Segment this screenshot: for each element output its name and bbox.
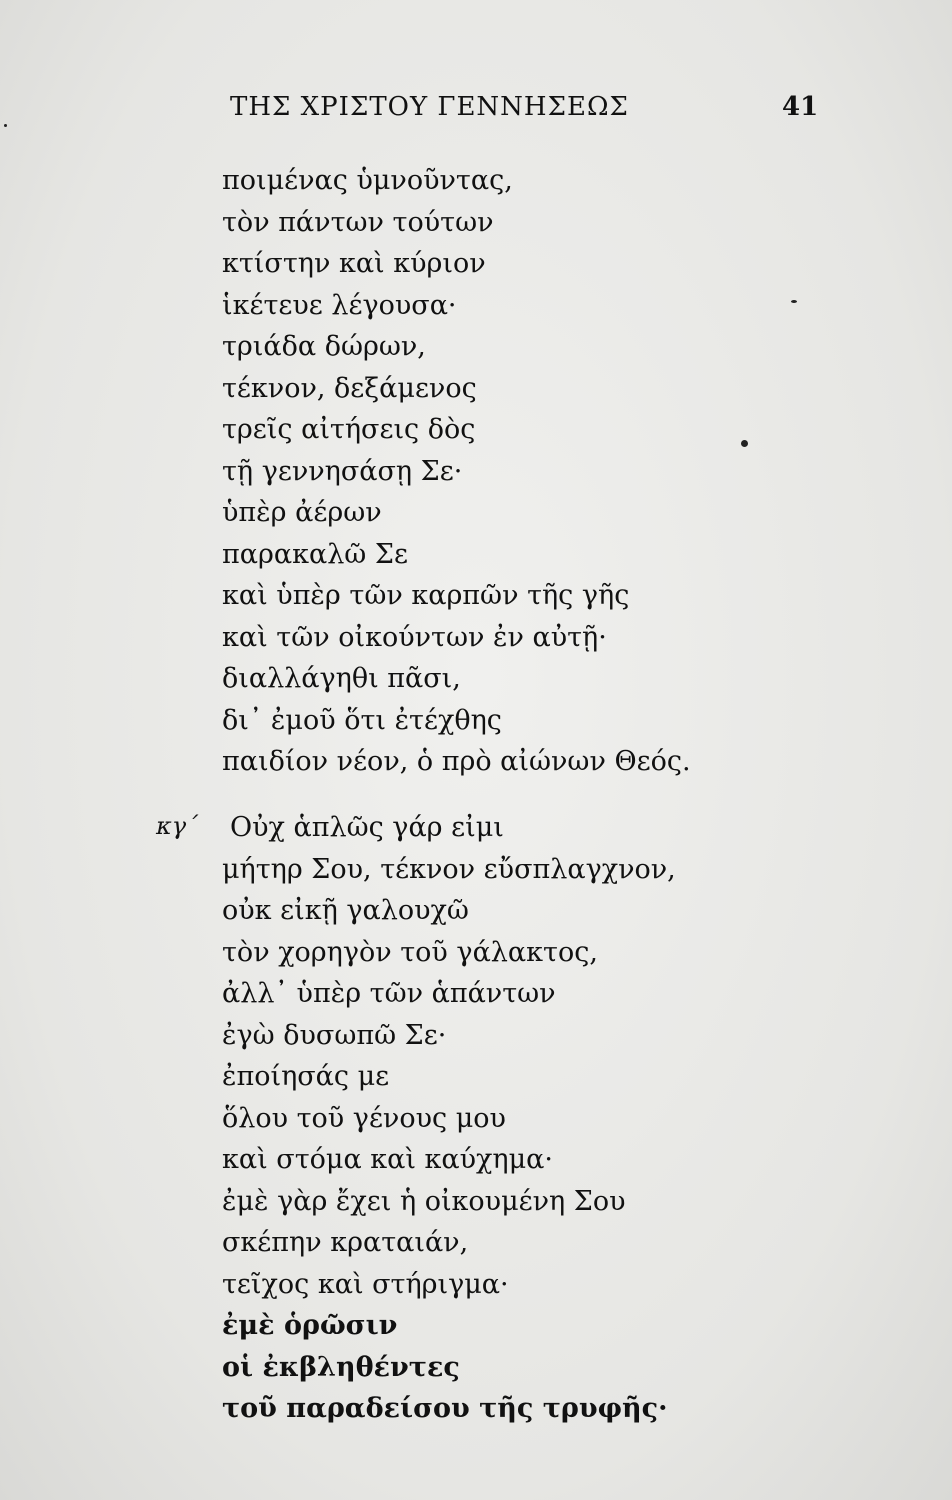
verse-line: τριάδα δώρων, <box>222 331 426 362</box>
verse-line: ἐμὲ γὰρ ἔχει ἡ οἰκουμένη Σου <box>222 1185 626 1217</box>
verse-line: παιδίον νέον, ὁ πρὸ αἰώνων Θεός. <box>222 746 691 777</box>
verse-line: δι᾿ ἐμοῦ ὅτι ἐτέχθης <box>222 704 502 736</box>
stanza-2 <box>222 807 676 1430</box>
verse-line: τέκνον, δεξάμενος <box>222 372 477 404</box>
verse-line: ἱκέτευε λέγουσα· <box>222 289 457 321</box>
verse-line: διαλλάγηθι πᾶσι, <box>222 663 461 694</box>
running-header-title: ΤΗΣ ΧΡΙΣΤΟΥ ΓΕΝΝΗΣΕΩΣ <box>230 92 629 122</box>
verse-line: τὸν πάντων τούτων <box>222 206 494 238</box>
verse-line: οἱ ἐκβληθέντες <box>222 1351 460 1383</box>
verse-line: τοῦ παραδείσου τῆς τρυφῆς· <box>222 1393 668 1424</box>
verse-line: Οὐχ ἁπλῶς γάρ εἰμι <box>230 812 504 843</box>
verse-line: ποιμένας ὑμνοῦντας, <box>222 165 513 196</box>
verse-line: τεῖχος καὶ στήριγμα· <box>222 1268 509 1300</box>
verse-line: παρακαλῶ Σε <box>222 538 408 570</box>
ink-speck <box>4 124 7 127</box>
verse-line: ἀλλ᾿ ὑπὲρ τῶν ἁπάντων <box>222 978 556 1009</box>
verse-line: τρεῖς αἰτήσεις δὸς <box>222 414 476 445</box>
verse-line: τῇ γεννησάσῃ Σε· <box>222 455 463 487</box>
verse-line: ἐμὲ ὁρῶσιν <box>222 1310 398 1341</box>
verse-line: καὶ τῶν οἰκούντων ἐν αὐτῇ· <box>222 621 607 653</box>
ink-speck <box>791 300 797 303</box>
verse-line: σκέπην κραταιάν, <box>222 1227 469 1258</box>
verse-line: καὶ ὑπὲρ τῶν καρπῶν τῆς γῆς <box>222 580 630 611</box>
verse-line: τὸν χορηγὸν τοῦ γάλακτος, <box>222 936 598 968</box>
verse-line: ὑπὲρ ἀέρων <box>222 497 382 528</box>
verse-line: κτίστην καὶ κύριον <box>222 248 486 279</box>
verse-line: μήτηρ Σου, τέκνον εὔσπλαγχνον, <box>222 853 676 885</box>
page-number: 41 <box>782 92 819 122</box>
verse-line: ἐποίησάς με <box>222 1061 390 1092</box>
ink-speck <box>741 440 748 447</box>
verse-line: καὶ στόμα καὶ καύχημα· <box>222 1144 553 1175</box>
verse-line: ἐγὼ δυσωπῶ Σε· <box>222 1019 447 1051</box>
stanza-1 <box>222 160 691 783</box>
verse-line: οὐκ εἰκῇ γαλουχῶ <box>222 895 469 926</box>
verse-line: ὅλου τοῦ γένους μου <box>222 1102 506 1134</box>
stanza-marker: κγ´ <box>156 812 199 840</box>
